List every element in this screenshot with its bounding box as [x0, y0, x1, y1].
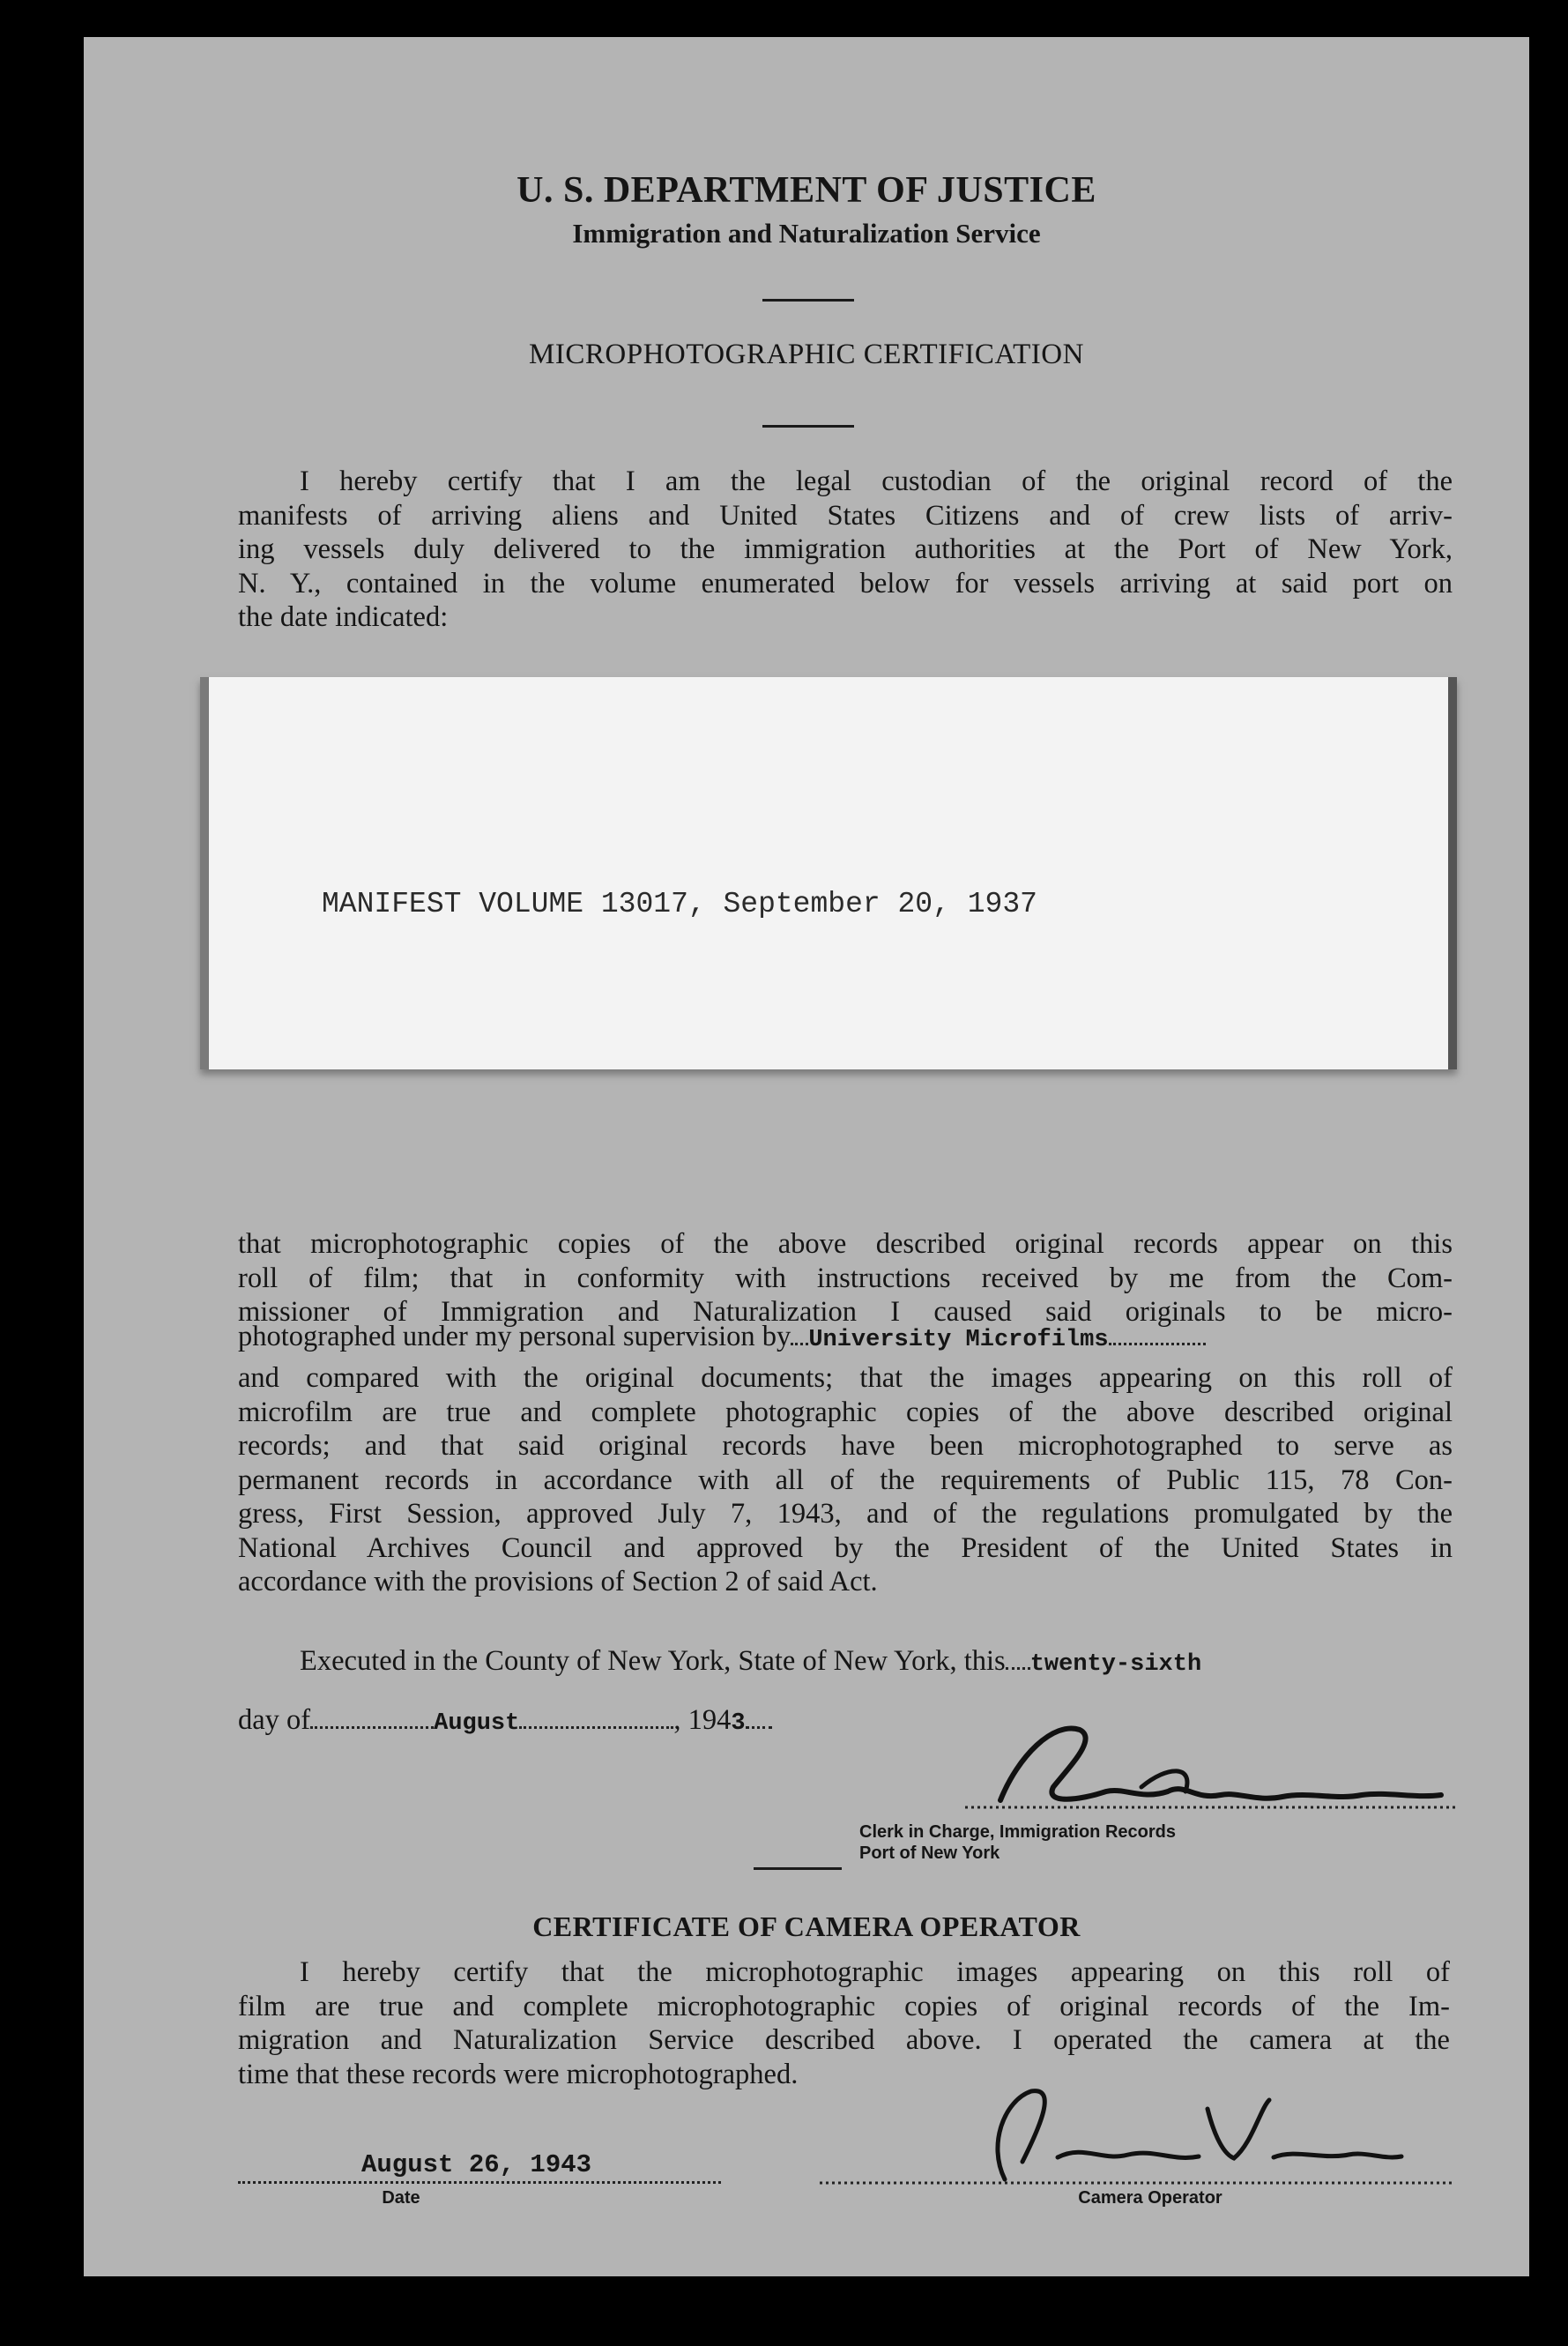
date-value: August 26, 1943	[361, 2150, 592, 2179]
date-dotted-line	[238, 2181, 721, 2184]
intro-line: I hereby certify that I am the legal custodian of the original record of the	[300, 465, 1453, 497]
divider-top	[762, 299, 854, 302]
camera-heading: CERTIFICATE OF CAMERA OPERATOR	[532, 1910, 1081, 1942]
camera-line: I hereby certify that the microphotographic images appearing on this roll of	[300, 1956, 1450, 1988]
intro-line: manifests of arriving aliens and United States Citizens and of crew lists of arriv-	[238, 499, 1453, 532]
day-of-line	[238, 1703, 772, 1741]
body-line: roll of film; that in conformity with instructions received by me from the Com-	[238, 1262, 1453, 1294]
divider-bottom	[754, 1867, 842, 1870]
certificate-page	[84, 37, 1529, 2276]
operator-label: Camera Operator	[1078, 2188, 1222, 2208]
manifest-card	[200, 677, 1457, 1069]
clerk-signature	[965, 1703, 1459, 1836]
body-paragraph-continued	[238, 1361, 1453, 1599]
supervision-prefix: photographed under my personal supervision by	[238, 1321, 791, 1352]
body-line: National Archives Council and approved by the President of the United States in	[238, 1531, 1453, 1564]
intro-line: the date indicated:	[238, 601, 449, 633]
supervisor-name: University Microfilms	[808, 1327, 1109, 1353]
body-line: and compared with the original documents; that the images appearing on this roll of	[238, 1362, 1453, 1394]
agency-heading: U. S. DEPARTMENT OF JUSTICE	[516, 170, 1096, 211]
intro-line: N. Y., contained in the volume enumerated below for vessels arriving at said port on	[238, 567, 1453, 600]
manifest-entry: MANIFEST VOLUME 13017, September 20, 1937	[322, 888, 1037, 920]
date-label: Date	[382, 2188, 420, 2208]
clerk-title: Clerk in Charge, Immigration Records	[859, 1822, 1176, 1842]
executed-year-prefix: , 194	[673, 1704, 732, 1736]
body-line: gress, First Session, approved July 7, 1943, and of the regulations promulgated by the	[238, 1498, 1453, 1530]
camera-paragraph	[238, 1955, 1450, 2091]
body-line: that microphotographic copies of the above described original records appear on this	[238, 1228, 1453, 1260]
camera-line: time that these records were microphotographed.	[238, 2058, 799, 2090]
day-of-label: day of	[238, 1704, 311, 1736]
executed-year-digit: 3	[731, 1710, 746, 1737]
executed-line	[300, 1644, 1454, 1682]
divider-middle	[762, 425, 854, 428]
operator-signature	[820, 2074, 1454, 2188]
service-subheading: Immigration and Naturalization Service	[572, 218, 1041, 249]
body-line: permanent records in accordance with all of the requirements of Public 115, 78 Con-	[238, 1463, 1453, 1496]
clerk-port: Port of New York	[859, 1843, 1000, 1863]
executed-prefix: Executed in the County of New York, State of New York, this	[300, 1645, 1006, 1677]
executed-month: August	[434, 1710, 520, 1737]
body-paragraph	[238, 1227, 1453, 1329]
dotted-fill	[1006, 1667, 1030, 1670]
certification-title: MICROPHOTOGRAPHIC CERTIFICATION	[529, 339, 1084, 370]
body-line: missioner of Immigration and Naturalization I caused said originals to be micro-	[238, 1296, 1453, 1328]
dotted-fill	[1109, 1343, 1206, 1345]
intro-paragraph	[238, 465, 1453, 635]
dotted-fill	[746, 1726, 772, 1729]
camera-line: film are true and complete microphotographic copies of original records of the Im-	[238, 1990, 1450, 2022]
dotted-fill	[519, 1726, 673, 1729]
date-field	[238, 2150, 721, 2184]
intro-line: ing vessels duly delivered to the immigration authorities at the Port of New York,	[238, 533, 1453, 565]
body-line: accordance with the provisions of Section 2 of said Act.	[238, 1566, 878, 1598]
executed-day-value: twenty-sixth	[1029, 1651, 1202, 1678]
camera-line: migration and Naturalization Service described above. I operated the camera at the	[238, 2024, 1450, 2056]
dotted-fill	[791, 1343, 808, 1345]
supervision-line	[238, 1320, 1453, 1358]
body-line: records; and that said original records have been microphotographed to serve as	[238, 1430, 1453, 1462]
body-line: microfilm are true and complete photographic copies of the above described original	[238, 1396, 1453, 1428]
dotted-fill	[310, 1726, 434, 1729]
